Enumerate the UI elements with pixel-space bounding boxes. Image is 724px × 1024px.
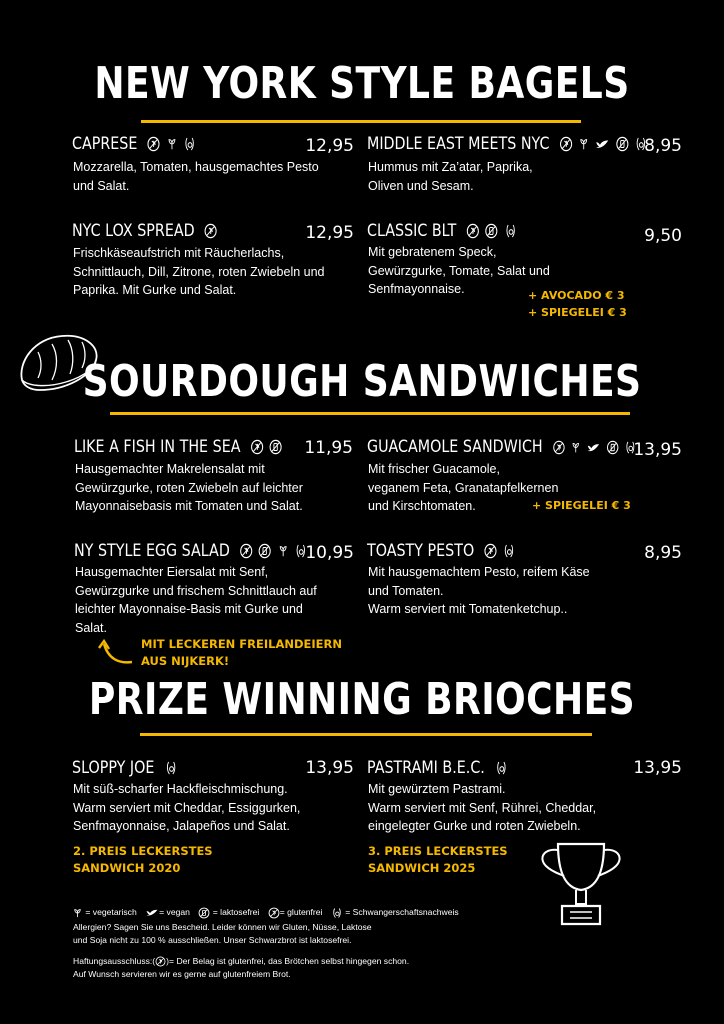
vegan-icon [587, 440, 601, 455]
menu-item-price: 10,95 [305, 543, 354, 563]
vegetarian-icon [277, 543, 289, 559]
vegan-icon [595, 136, 610, 152]
gluten-free-icon [204, 223, 217, 239]
menu-item-name: MIDDLE EAST MEETS NYC [367, 134, 649, 154]
section-underline [140, 733, 592, 736]
vegetarian-icon [578, 136, 590, 152]
menu-item-name: CLASSIC BLT [367, 221, 518, 241]
menu-item-description: Mit hausgemachtem Pesto, reifem Käse und Tomaten. Warm serviert mit Tomatenketchup.. [368, 565, 590, 616]
gluten-free-icon [466, 223, 479, 239]
menu-item-description: Mozzarella, Tomaten, hausgemachtes Pesto und Salat. [73, 160, 319, 193]
gluten-free-icon [250, 439, 263, 455]
gluten-free-icon [268, 907, 280, 919]
extra-option: + SPIEGELEI € 3 [528, 306, 627, 319]
lactose-free-icon [198, 907, 210, 919]
curved-arrow-icon [98, 638, 134, 666]
menu-item-name: SLOPPY JOE [72, 758, 178, 778]
extra-option: + SPIEGELEI € 3 [532, 499, 631, 512]
gluten-free-icon [155, 956, 166, 967]
menu-item-price: 9,50 [644, 226, 682, 246]
pregnancy-icon [164, 760, 177, 776]
menu-item-name: GUACAMOLE SANDWICH [367, 437, 638, 457]
menu-item-price: 12,95 [305, 136, 354, 156]
lactose-free-icon [258, 543, 271, 559]
menu-item-price: 8,95 [644, 136, 682, 156]
menu-item-name: NYC LOX SPREAD [72, 221, 218, 241]
menu-item-price: 12,95 [305, 223, 354, 243]
menu-item-price: 11,95 [304, 438, 353, 458]
menu-item-name: NY STYLE EGG SALAD [74, 541, 308, 561]
extra-option: + AVOCADO € 3 [528, 289, 625, 302]
menu-item-description: Hausgemachter Makrelensalat mit Gewürzgurke, roten Zwiebeln auf leichter Mayonnaisebasis mit Tomaten und Salat. [75, 462, 303, 513]
menu-item-price: 13,95 [633, 758, 682, 778]
section-title-brioches: PRIZE WINNING BRIOCHES [88, 674, 636, 725]
pregnancy-icon [183, 136, 196, 152]
menu-item-description: Mit frischer Guacamole, veganem Feta, Granatapfelkernen und Kirschtomaten. [368, 462, 559, 513]
vegetarian-icon [166, 136, 178, 152]
vegetarian-icon [72, 907, 83, 919]
gluten-free-icon [239, 543, 252, 559]
award-label: 2. PREIS LECKERSTES SANDWICH 2020 [73, 844, 213, 875]
allergy-note: Allergien? Sagen Sie uns Bescheid. Leider können wir Gluten, Nüsse, Laktose und Soja nicht zu 100 % ausschließen. Unser Schwarzbrot ist laktosefrei. [73, 922, 372, 945]
menu-item-name: TOASTY PESTO [367, 541, 517, 561]
menu-item-name: CAPRESE [72, 134, 197, 154]
vegan-icon [145, 907, 159, 918]
section-underline [141, 120, 581, 123]
liability-note: Haftungsausschluss:( )= Der Belag ist glutenfrei, das Brötchen selbst hingegen schon. Auf Wunsch servieren wir es gerne auf glutenfreiem Brot. [73, 956, 410, 979]
section-title-bagels: NEW YORK STYLE BAGELS [94, 58, 630, 109]
menu-item-description: Frischkäseaufstrich mit Räucherlachs, Schnittlauch, Dill, Zitrone, roten Zwiebeln und Paprika. Mit Gurke und Salat. [73, 246, 325, 297]
egg-note: MIT LECKEREN FREILANDEIERN AUS NIJKERK! [141, 637, 343, 668]
menu-item-description: Hummus mit Za’atar, Paprika, Oliven und Sesam. [368, 160, 533, 193]
gluten-free-icon [147, 136, 160, 152]
section-underline [110, 412, 630, 415]
pregnancy-icon [504, 223, 517, 239]
award-label: 3. PREIS LECKERSTES SANDWICH 2025 [368, 844, 508, 875]
menu-item-price: 8,95 [644, 543, 682, 563]
menu-item-price: 13,95 [305, 758, 354, 778]
menu-item-price: 13,95 [633, 440, 682, 460]
pregnancy-icon [331, 907, 343, 919]
lactose-free-icon [269, 439, 282, 455]
gluten-free-icon [552, 440, 565, 455]
lactose-free-icon [485, 223, 498, 239]
lactose-free-icon [606, 440, 619, 455]
menu-item-description: Mit gewürztem Pastrami. Warm serviert mit Senf, Rührei, Cheddar, eingelegter Gurke und roten Zwiebeln. [368, 782, 597, 833]
menu-item-description: Mit gebratenem Speck, Gewürzgurke, Tomate, Salat und Senfmayonnaise. [368, 245, 550, 296]
menu-item-description: Mit süß-scharfer Hackfleischmischung. Warm serviert mit Cheddar, Essiggurken, Senfmayonnaise, Jalapeños und Salat. [73, 782, 301, 833]
trophy-icon [536, 836, 626, 930]
allergen-legend: = vegetarisch = vegan = laktosefrei = glutenfrei = Schwangerschaftsnachweis [72, 906, 459, 919]
pregnancy-icon [494, 760, 507, 776]
gluten-free-icon [559, 136, 572, 152]
pregnancy-icon [503, 543, 516, 559]
section-title-sourdough: SOURDOUGH SANDWICHES [82, 356, 642, 407]
menu-item-name: LIKE A FISH IN THE SEA [74, 437, 283, 457]
gluten-free-icon [484, 543, 497, 559]
menu-item-name: PASTRAMI B.E.C. [367, 758, 509, 778]
menu-item-description: Hausgemachter Eiersalat mit Senf, Gewürzgurke und frischem Schnittlauch auf leichter Mayonnaise-Basis mit Gurke und Salat. [75, 565, 317, 635]
vegetarian-icon [570, 440, 581, 455]
